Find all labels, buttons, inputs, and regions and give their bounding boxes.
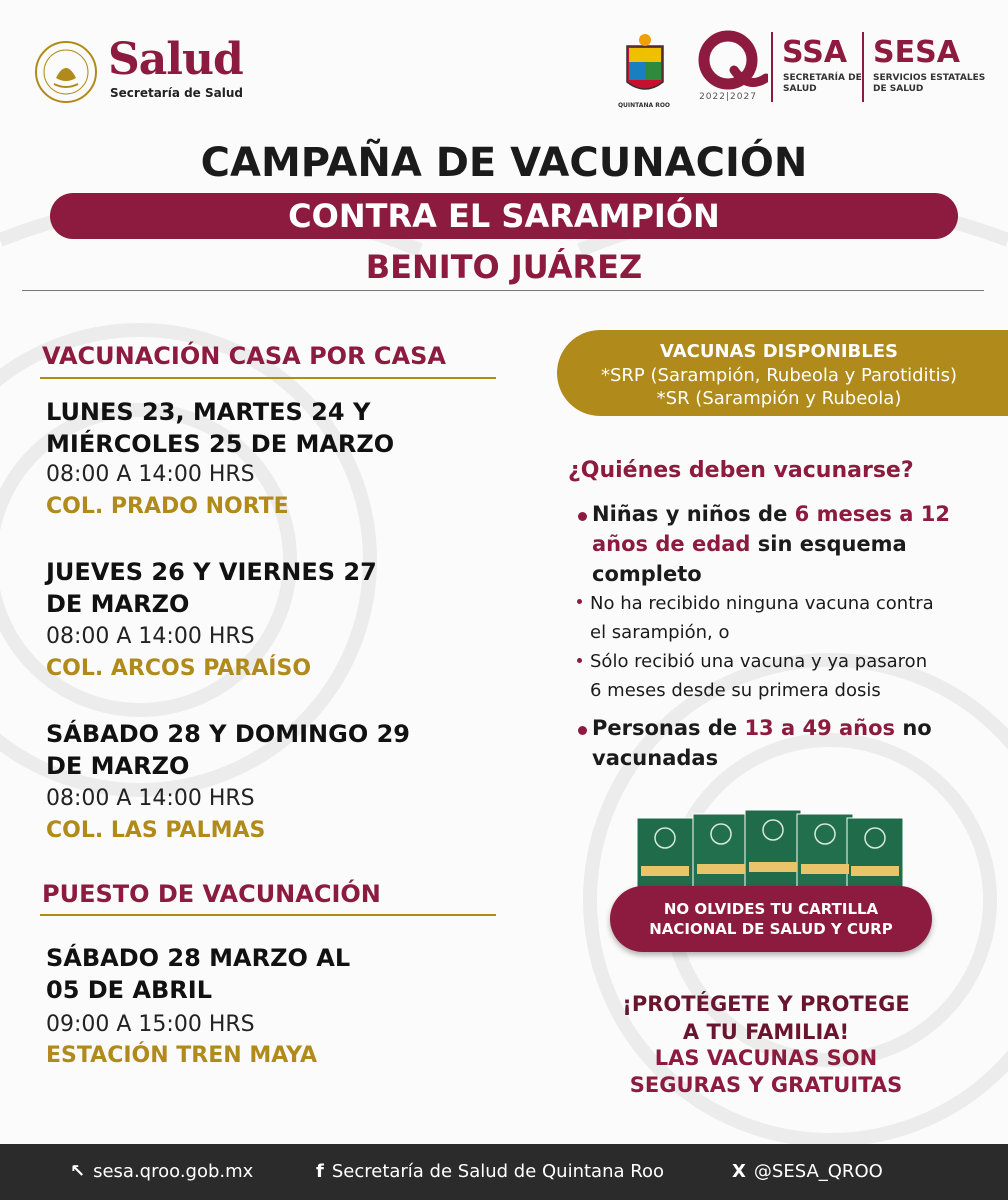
event-hours: 08:00 A 14:00 HRS xyxy=(46,786,255,811)
sesa-title: SESA xyxy=(873,35,960,70)
vaccine-item: *SR (Sarampión y Rubeola) xyxy=(656,388,902,409)
vaccines-available-box xyxy=(557,330,1008,416)
event-hours: 08:00 A 14:00 HRS xyxy=(46,624,255,649)
vaccination-cards-image xyxy=(635,808,905,898)
x-icon: X xyxy=(732,1161,746,1182)
mexico-seal-icon xyxy=(34,40,98,104)
post-hours: 09:00 A 15:00 HRS xyxy=(46,1012,255,1037)
section-underline xyxy=(40,377,496,379)
cartilla-reminder-banner: NO OLVIDES TU CARTILLA NACIONAL DE SALUD Y CURP xyxy=(610,886,932,952)
facebook-icon: f xyxy=(316,1161,324,1182)
sub-bullet-icon xyxy=(577,658,582,663)
salud-logo-subtitle: Secretaría de Salud xyxy=(110,86,243,100)
slogan-line: SEGURAS Y GRATUITAS xyxy=(629,1073,903,1097)
cursor-icon: ↖ xyxy=(70,1161,86,1182)
vaccines-title: VACUNAS DISPONIBLES xyxy=(660,341,898,362)
event-place: COL. ARCOS PARAÍSO xyxy=(46,656,312,681)
footer-facebook-link[interactable]: f Secretaría de Salud de Quintana Roo xyxy=(316,1144,664,1200)
post-place: ESTACIÓN TREN MAYA xyxy=(46,1043,318,1068)
ssa-title: SSA xyxy=(782,35,848,70)
bullet-icon xyxy=(578,512,587,521)
event-place: COL. LAS PALMAS xyxy=(46,818,266,843)
event-date: LUNES 23, MARTES 24 Y MIÉRCOLES 25 DE MARZO xyxy=(46,398,395,458)
who-should-vaccinate-heading: ¿Quiénes deben vacunarse? xyxy=(568,458,914,483)
bullet-children: Niñas y niños de 6 meses a 12 años de edad sin esquema completo xyxy=(592,502,950,586)
gob-years: 2022|2027 xyxy=(699,92,757,102)
header-divider xyxy=(771,32,773,102)
slogan-line: LAS VACUNAS SON xyxy=(654,1046,878,1070)
section-underline xyxy=(40,914,496,916)
house-to-house-heading: VACUNACIÓN CASA POR CASA xyxy=(42,342,446,370)
header-divider xyxy=(862,32,864,102)
vaccination-post-heading: PUESTO DE VACUNACIÓN xyxy=(42,880,381,908)
quintana-roo-emblem-icon xyxy=(623,30,667,102)
title-divider xyxy=(22,290,984,291)
footer-bar xyxy=(0,1144,1008,1200)
salud-logo-text: Salud xyxy=(108,34,243,85)
bullet-icon xyxy=(578,726,587,735)
ssa-subtitle: SECRETARÍA DE SALUD xyxy=(783,73,862,94)
sub-bullet-one-dose: Sólo recibió una vacuna y ya pasaron 6 meses desde su primera dosis xyxy=(590,651,928,701)
sub-bullet-icon xyxy=(577,599,582,604)
qroo-caption: QUINTANA ROO xyxy=(617,102,671,109)
footer-website-link[interactable]: ↖ sesa.qroo.gob.mx xyxy=(70,1144,253,1200)
event-date: SÁBADO 28 Y DOMINGO 29 DE MARZO xyxy=(46,720,410,780)
vaccine-item: *SRP (Sarampión, Rubeola y Parotiditis) xyxy=(600,365,958,386)
campaign-band-title: CONTRA EL SARAMPIÓN xyxy=(50,193,958,239)
campaign-title: CAMPAÑA DE VACUNACIÓN xyxy=(200,140,808,186)
slogan-line: A TU FAMILIA! xyxy=(682,1020,850,1044)
gobierno-quintana-roo-logo-icon xyxy=(688,26,768,98)
event-place: COL. PRADO NORTE xyxy=(46,494,289,519)
event-date: JUEVES 26 Y VIERNES 27 DE MARZO xyxy=(46,558,377,618)
slogan-line: ¡PROTÉGETE Y PROTEGE xyxy=(622,992,910,1016)
bullet-adults: Personas de 13 a 49 años no vacunadas xyxy=(592,716,932,770)
city-title: BENITO JUÁREZ xyxy=(365,248,643,286)
sesa-subtitle: SERVICIOS ESTATALES DE SALUD xyxy=(873,73,986,94)
event-hours: 08:00 A 14:00 HRS xyxy=(46,462,255,487)
post-date: SÁBADO 28 MARZO AL 05 DE ABRIL xyxy=(46,944,351,1004)
footer-x-link[interactable]: X @SESA_QROO xyxy=(732,1144,883,1200)
sub-bullet-no-vaccine: No ha recibido ninguna vacuna contra el sarampión, o xyxy=(590,593,934,643)
